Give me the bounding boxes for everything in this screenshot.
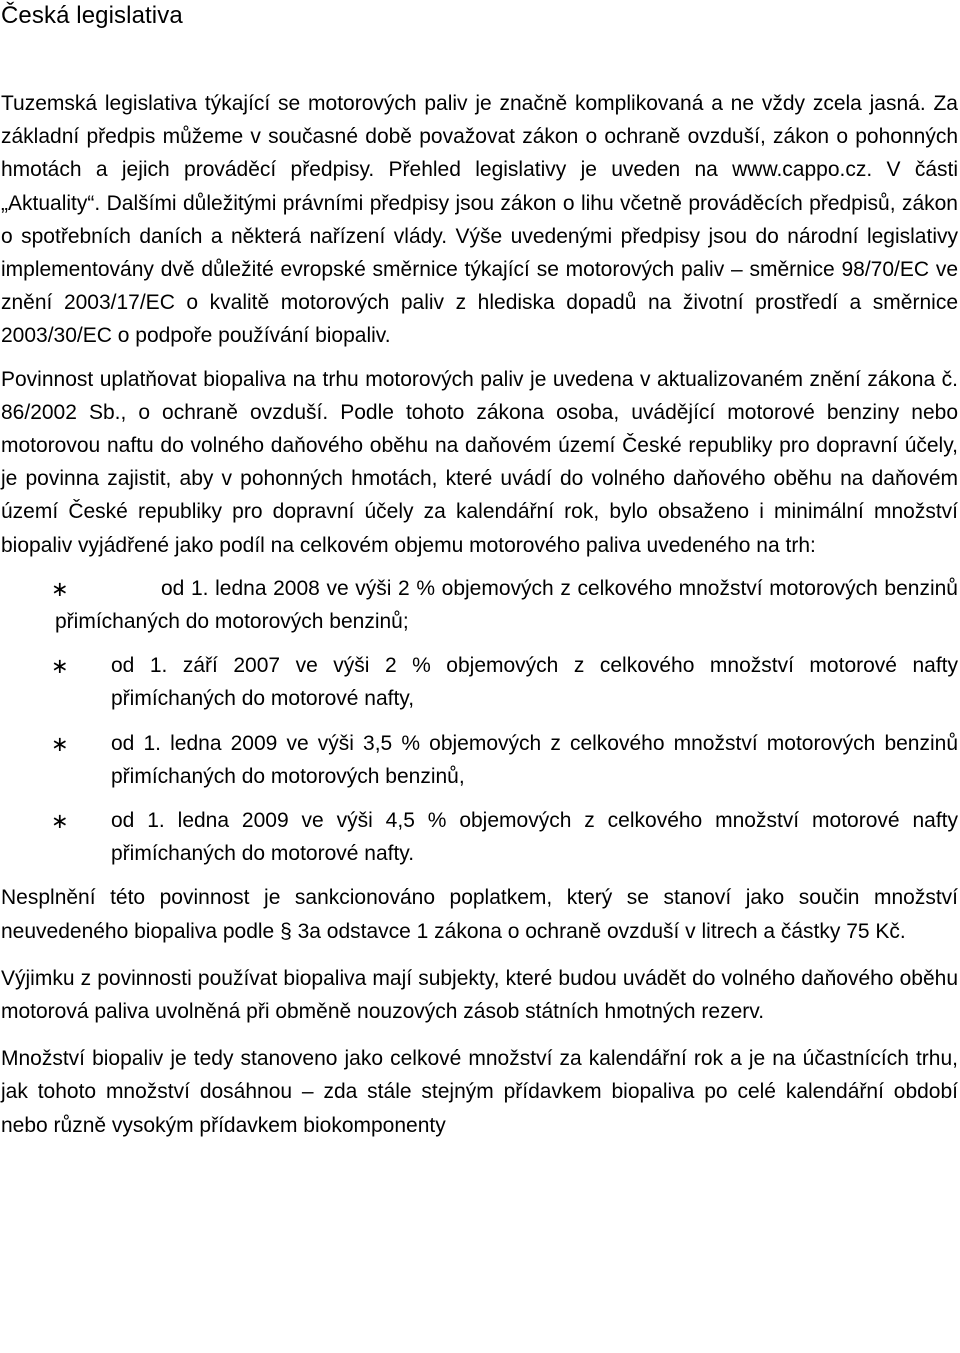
asterisk-bullet-icon: ∗: [51, 655, 69, 679]
list-item-text: od 1. ledna 2009 ve výši 3,5 % objemových z celkového množství motorových benzinů přimíchaných do motorových benzinů,: [111, 731, 958, 788]
asterisk-bullet-icon: ∗: [51, 810, 69, 834]
document-body: [1, 87, 958, 1156]
list-item-text: od 1. ledna 2009 ve výši 4,5 % objemových z celkového množství motorové nafty přimíchaných do motorové nafty.: [111, 809, 958, 866]
paragraph-obligation: Povinnost uplatňovat biopaliva na trhu motorových paliv je uvedena v aktualizovaném znění zákona č. 86/2002 Sb., o ochraně ovzduší. Podle tohoto zákona osoba, uvádějící motorové benziny nebo motorovou naftu do volného daňového oběhu na daňovém území České republiky pro dopravní účely, je povinna zajistit, aby v pohonných hmotách, které uvádí do volného daňového oběhu na daňovém území České republiky pro dopravní účely za kalendářní rok, bylo obsaženo i minimální množství biopaliv vyjádřené jako podíl na celkovém objemu motorového paliva uvedeného na trh:: [1, 367, 958, 557]
page-title: Česká legislativa: [1, 2, 183, 29]
asterisk-bullet-icon: ∗: [51, 732, 69, 756]
list-item: [1, 727, 958, 793]
asterisk-bullet-icon: ∗: [51, 577, 69, 601]
paragraph-exemption: Výjimku z povinnosti používat biopaliva mají subjekty, které budou uvádět do volného daňového oběhu motorová paliva uvolněná při obměně nouzových zásob státních hmotných rezerv.: [1, 966, 958, 1024]
biofuel-quota-list: [1, 572, 958, 871]
list-item: [1, 804, 958, 870]
paragraph-intro: Tuzemská legislativa týkající se motorových paliv je značně komplikovaná a ne vždy zcela jasná. Za základní předpis můžeme v současné době považovat zákon o ochraně ovzduší, zákon o pohonných hmotách a jejich prováděcí předpisy. Přehled legislativy je uveden na www.cappo.cz. V části „Aktuality“. Dalšími důležitými právními předpisy jsou zákon o lihu včetně prováděcích předpisů, zákon o spotřebních daních a některá nařízení vlády. Výše uvedenými předpisy jsou do národní legislativy implementovány dvě důležité evropské směrnice týkající se motorových paliv – směrnice 98/70/EC ve znění 2003/17/EC o kvalitě motorových paliv z hlediska dopadů na životní prostředí a směrnice 2003/30/EC o podpoře používání biopaliv.: [1, 92, 958, 348]
paragraph-penalty: Nesplnění této povinnost je sankcionováno poplatkem, který se stanoví jako součin množství neuvedeného biopaliva podle § 3a odstavce 1 zákona o ochraně ovzduší v litrech a částky 75 Kč.: [1, 886, 958, 943]
list-item: [1, 649, 958, 715]
list-item-text: od 1. ledna 2008 ve výši 2 % objemových z celkového množství motorových benzinů přimíchaných do motorových benzinů;: [55, 576, 958, 634]
list-item: [1, 572, 958, 638]
list-item-text: od 1. září 2007 ve výši 2 % objemových z celkového množství motorové nafty přimíchaných do motorové nafty,: [111, 654, 958, 711]
paragraph-amount: Množství biopaliv je tedy stanoveno jako celkové množství za kalendářní rok a je na účastnících trhu, jak tohoto množství dosáhnou – zda stále stejným přídavkem biopaliva po celé kalendářní období nebo různě vysokým přídavkem biokomponenty: [1, 1047, 958, 1137]
